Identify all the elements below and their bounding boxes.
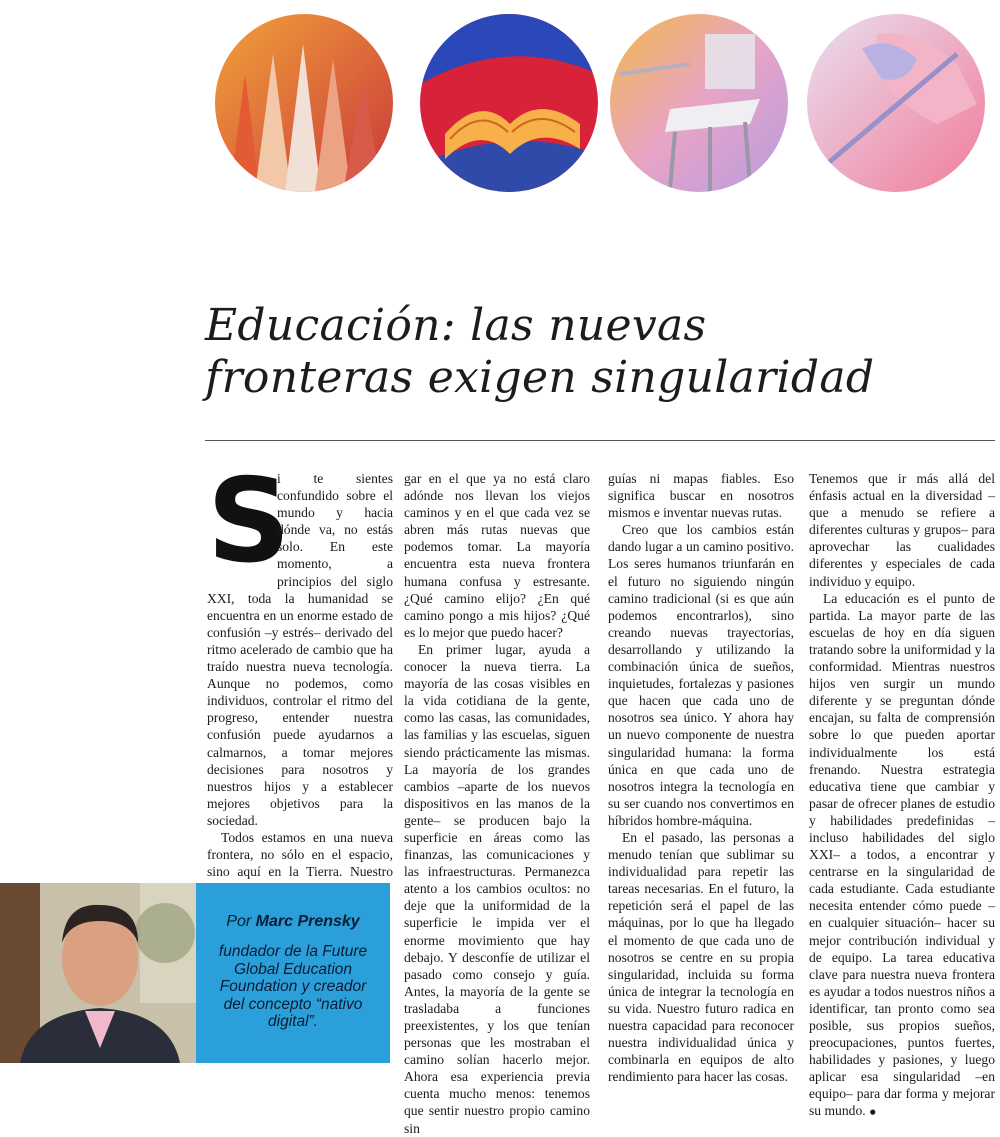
headline-line-1: Educación: las nuevas: [205, 300, 707, 351]
author-box: [196, 883, 390, 1063]
article-paragraph: Tenemos que ir más allá del énfasis actual en la diversidad –que a menudo se refiere a diferentes culturas y grupos– para aprovechar las cualidades diferentes y especiales de cada individuo y equipo.: [809, 471, 995, 589]
article-paragraph: [809, 590, 995, 1121]
article-paragraph: [207, 454, 393, 829]
author-description: fundador de la Future Global Education Foundation y creador del concepto “nativo digital”.: [218, 943, 368, 1030]
school-chair-icon: [610, 14, 788, 192]
photo-hand-writing: [807, 14, 985, 192]
paragraph-text: i te sientes confundido sobre el mundo y hacia dónde va, no estás solo. En este momento, a principios del siglo XXI, toda la humanidad se encuentra en un enorme estado de confusión –y estrés– derivado del ritmo acelerado de cambio que ha traído nuestra nueva tecnología. Aunque no podemos, como individuos, controlar el ritmo del progreso, entender nuestra confusión puede ayudarnos a calmarnos, a tomar mejores decisiones para nosotros y nuestros hijos y a establecer mejores objetivos para la sociedad.: [207, 471, 393, 828]
author-photo: [0, 883, 196, 1063]
author-byline: [196, 913, 390, 931]
headline-divider: [205, 440, 995, 441]
article-column-3: [608, 470, 794, 1085]
paragraph-text: La educación es el punto de partida. La mayor parte de las escuelas de hoy en día siguen tratando sobre la uniformidad y la conformidad. Mientras nuestros hijos ven surgir un mundo diferente y se preguntan dónde encajan, su falta de comprensión sobre lo que pueden aportar individualmente los está frenando. Nuestra estrategia educativa tiene que cambiar y pasar de ofrecer planes de estudio y habilidades predefinidas –incluso habilidades del siglo XXI– a todos, a encontrar y centrarse en la singularidad de cada estudiante. Cada estudiante necesita entender cómo puede –en cualquier situación– hacer su mejor contribución individual y de equipo. La tarea educativa clave para nuestra nueva frontera es ayudar a todos nuestros niños a identificar, tan pronto como sea posible, sus propios sueños, preocupaciones, puntos fuertes, habilidades y pasiones, y luego aplicar esa singularidad –en equipo– para dar forma y mejorar su mundo.: [809, 590, 995, 1119]
article-paragraph: Creo que los cambios están dando lugar a un camino positivo. Los seres humanos triunfarán en el futuro no siguiendo ningún camino tradicional (si es que aún podemos encontrarlos), sino creando nuevas trayectorias, desarrollando y utilizando la combinación única de sueños, inquietudes, fortalezas y pasiones que hacen que cada uno de nosotros sea único. Y ahora hay un nuevo componente de nuestra singularidad humana: la forma única en que cada uno de nosotros integra la tecnología en su ser cuando nos convertimos en híbridos hombre-máquina.: [608, 522, 794, 828]
drop-cap: S: [207, 454, 291, 589]
article-paragraph: En primer lugar, ayuda a conocer la nueva tierra. La mayoría de las cosas visibles en la vida cotidiana de la gente, como las casas, las comunidades, las familias y las escuelas, siguen siendo prácticamente las mismas. La mayoría de los grandes cambios –aparte de los nuevos dispositivos en las manos de la gente– se producen bajo la superficie en áreas como las finanzas, las comunicaciones y las infraestructuras. Permanezca atento a los cambios ocultos: no deje que la uniformidad de la superficie le impida ver el enorme movimiento que hay debajo. Y desconfíe de utilizar el pasado como consejo y guía. Antes, la mayoría de la gente se trasladaba a funciones preexistentes, y los que tenían personas que les mostraban el camino solían hacerlo mejor. Ahora esa experiencia previa cuenta mucho menos: tenemos que sentir nuestro propio camino sin: [404, 641, 590, 1136]
article-paragraph: En el pasado, las personas a menudo tenían que sublimar su individualidad para repetir las tareas necesarias. En el futuro, la repetición será el papel de las máquinas, por lo que ha llegado el momento de que cada uno de nosotros se centre en su propia singularidad, incluida su forma única de integrar la tecnología en su vida. Nuestro futuro radica en nuestra capacidad para reconocer nuestra individualidad única y combinarla en equipos de alto rendimiento para hacer las cosas.: [608, 829, 794, 1085]
hand-writing-icon: [807, 14, 985, 192]
avatar: [0, 883, 196, 1063]
photo-school-chair: [610, 14, 788, 192]
article-column-2: [404, 470, 590, 1136]
headline: [205, 300, 995, 404]
author-by-prefix: Por: [226, 913, 252, 930]
article-paragraph: guías ni mapas fiables. Eso significa buscar en nosotros mismos e inventar nuevas rutas.: [608, 471, 794, 521]
end-mark: ●: [869, 1104, 877, 1119]
article-column-1: [207, 454, 393, 880]
article-paragraph: Todos estamos en una nueva frontera, no sólo en el espacio, sino aquí en la Tierra. Nuestro: [207, 829, 393, 880]
author-name: Marc Prensky: [255, 913, 360, 930]
article-column-4: [809, 470, 995, 1119]
photo-open-book: [420, 14, 598, 192]
open-book-icon: [420, 14, 598, 192]
colored-pencils-icon: [215, 14, 393, 192]
photo-colored-pencils: [215, 14, 393, 192]
article-paragraph: gar en el que ya no está claro adónde nos llevan los viejos caminos y en el que cada vez se abren más rutas nuevas que podemos tomar. La mayoría encuentra esta nueva frontera humana confusa y estresante. ¿Qué camino elijo? ¿En qué camino pongo a mis hijos? ¿Qué es lo mejor que puedo hacer?: [404, 471, 590, 640]
headline-line-2: fronteras exigen singularidad: [205, 352, 875, 403]
